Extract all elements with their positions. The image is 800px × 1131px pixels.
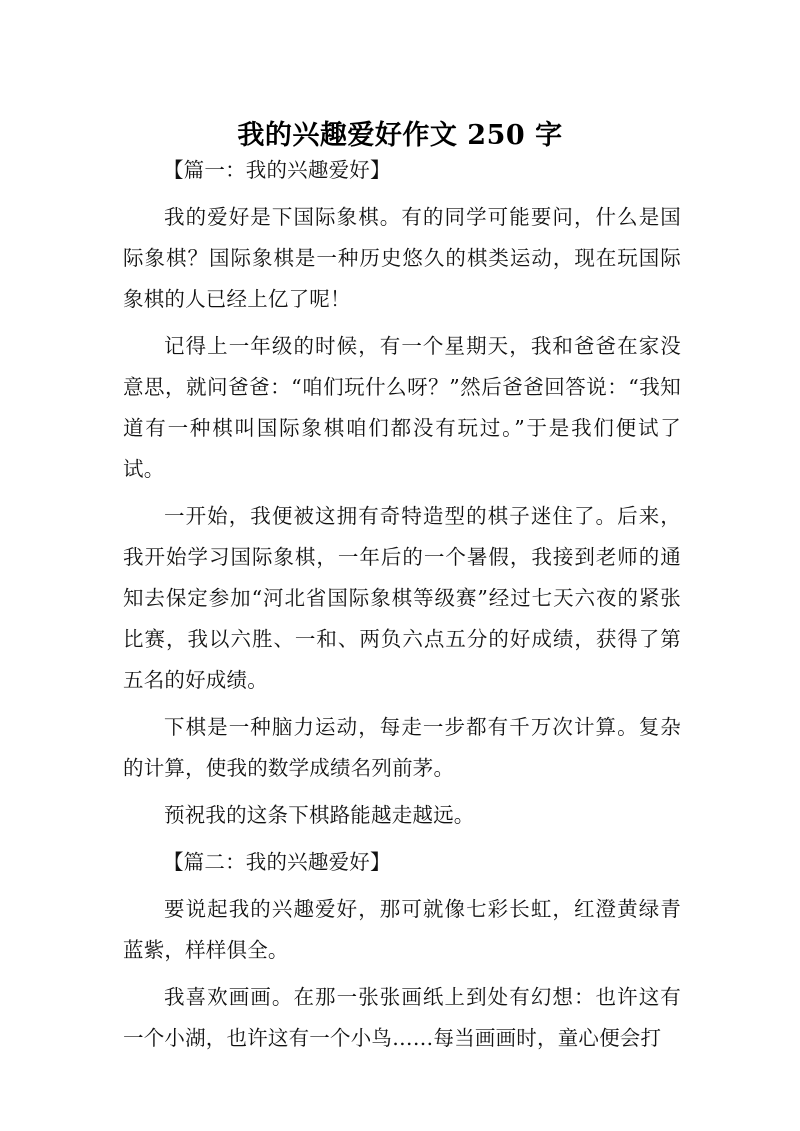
paragraph: 我的爱好是下国际象棋。有的同学可能要问，什么是国际象棋？国际象棋是一种历史悠久的棋类运动，现在玩国际象棋的人已经上亿了呢！ (123, 205, 681, 311)
document-title: 我的兴趣爱好作文 250 字 (237, 120, 563, 152)
section-heading-2: 【篇二：我的兴趣爱好】 (162, 850, 391, 874)
paragraph: 我喜欢画画。在那一张张画纸上到处有幻想：也许这有一个小湖，也许这有一个小鸟……每当画画时，童心便会打 (123, 985, 681, 1050)
paragraph: 下棋是一种脑力运动，每走一步都有千万次计算。复杂的计算，使我的数学成绩名列前茅。 (123, 715, 681, 780)
paragraph: 记得上一年级的时候，有一个星期天，我和爸爸在家没意思，就问爸爸：“咱们玩什么呀？”然后爸爸回答说：“我知道有一种棋叫国际象棋咱们都没有玩过。”于是我们便试了试。 (123, 334, 681, 481)
document-body (123, 150, 681, 1065)
paragraph: 要说起我的兴趣爱好，那可就像七彩长虹，红澄黄绿青蓝紫，样样俱全。 (123, 897, 681, 962)
paragraph: 预祝我的这条下棋路能越走越远。 (164, 803, 475, 827)
paragraph: 一开始，我便被这拥有奇特造型的棋子迷住了。后来，我开始学习国际象棋，一年后的一个暑假，我接到老师的通知去保定参加“河北省国际象棋等级赛”经过七天六夜的紧张比赛，我以六胜、一和、两负六点五分的好成绩，获得了第五名的好成绩。 (123, 504, 681, 692)
section-heading-1: 【篇一：我的兴趣爱好】 (162, 158, 391, 182)
